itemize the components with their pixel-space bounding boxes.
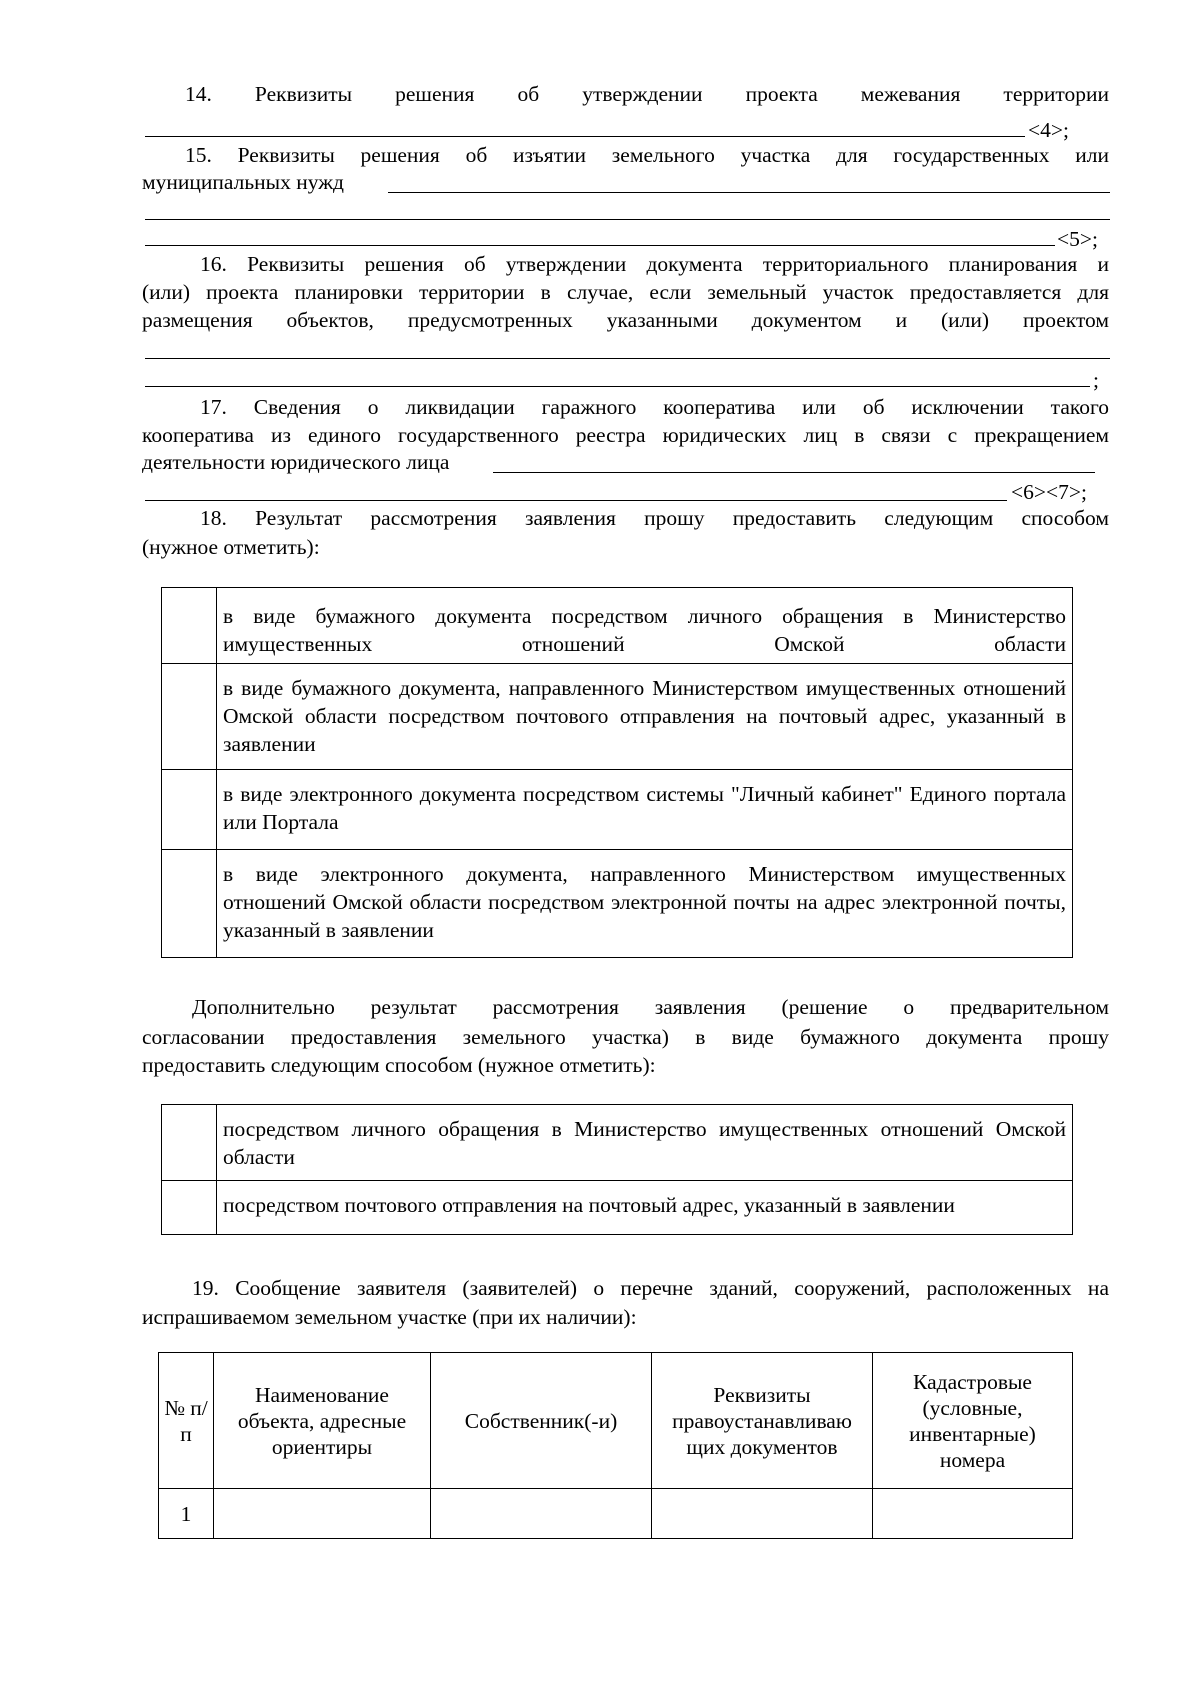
additional-line3: предоставить следующим способом (нужное отметить): (142, 1053, 656, 1077)
item-15-fill-line-3 (145, 245, 1055, 246)
item-15-fill-line-1 (388, 192, 1110, 193)
delivery-option-row (162, 588, 1073, 664)
item-19-line2: испрашиваемом земельном участке (при их наличии): (142, 1305, 637, 1329)
delivery-option-row (162, 664, 1073, 770)
table-cell[interactable] (652, 1489, 873, 1539)
header-cadastral-numbers: Кадастровые (условные, инвентарные) номера (873, 1353, 1073, 1489)
item-14-fill-line (145, 136, 1025, 137)
paper-option-1-label: посредством личного обращения в Министерство имущественных отношений Омской области (217, 1105, 1073, 1181)
item-18-line2: (нужное отметить): (142, 535, 320, 559)
delivery-option-2-checkbox[interactable] (162, 664, 217, 770)
item-17-fill-line-2 (145, 500, 1007, 501)
additional-line1: Дополнительно результат рассмотрения заявления (решение о предварительном (192, 995, 1109, 1019)
item-16-fill-line-1 (145, 358, 1110, 359)
item-17-line2: кооператива из единого государственного реестра юридических лиц в связи с прекращением (142, 423, 1109, 447)
item-16-line1: 16. Реквизиты решения об утверждении документа территориального планирования и (200, 252, 1109, 276)
delivery-option-1-label: в виде бумажного документа посредством личного обращения в Министерство имущественных отношений Омской области (217, 588, 1073, 664)
item-15-fill-line-2 (145, 219, 1110, 220)
item-15-line1: 15. Реквизиты решения об изъятии земельного участка для государственных или (185, 143, 1109, 167)
table-cell[interactable] (873, 1489, 1073, 1539)
item-17-suffix: <6><7>; (1011, 480, 1087, 504)
header-title-documents: Реквизиты правоустанавливаю щих документов (652, 1353, 873, 1489)
paper-option-row (162, 1181, 1073, 1235)
item-16-fill-line-2 (145, 386, 1090, 387)
delivery-option-4-label: в виде электронного документа, направленного Министерством имущественных отношений Омской области посредством электронной почты на адрес электронной почты, указанный в заявлении (217, 850, 1073, 958)
delivery-options-table (161, 587, 1073, 958)
delivery-option-3-label: в виде электронного документа посредством системы "Личный кабинет" Единого портала или Портала (217, 770, 1073, 850)
item-17-line1: 17. Сведения о ликвидации гаражного кооператива или об исключении такого (200, 395, 1109, 419)
objects-table (158, 1352, 1073, 1539)
delivery-option-2-label: в виде бумажного документа, направленного Министерством имущественных отношений Омской области посредством почтового отправления на почтовый адрес, указанный в заявлении (217, 664, 1073, 770)
paper-option-row (162, 1105, 1073, 1181)
table-cell[interactable] (214, 1489, 431, 1539)
header-number: № п/п (159, 1353, 214, 1489)
item-17-line3: деятельности юридического лица (142, 450, 450, 474)
delivery-option-1-checkbox[interactable] (162, 588, 217, 664)
paper-options-table (161, 1104, 1073, 1235)
item-14-text: 14. Реквизиты решения об утверждении проекта межевания территории (185, 82, 1109, 106)
header-object-name: Наименование объекта, адресные ориентиры (214, 1353, 431, 1489)
table-row (159, 1489, 1073, 1539)
delivery-option-row (162, 770, 1073, 850)
objects-table-header (159, 1353, 1073, 1489)
table-cell[interactable]: 1 (159, 1489, 214, 1539)
header-owner: Собственник(-и) (431, 1353, 652, 1489)
delivery-option-3-checkbox[interactable] (162, 770, 217, 850)
item-14-suffix: <4>; (1028, 118, 1069, 142)
item-16-suffix: ; (1093, 368, 1099, 392)
paper-option-2-checkbox[interactable] (162, 1181, 217, 1235)
item-16-line2: (или) проекта планировки территории в случае, если земельный участок предоставляется для (142, 280, 1109, 304)
item-19-line1: 19. Сообщение заявителя (заявителей) о перечне зданий, сооружений, расположенных на (192, 1276, 1109, 1300)
paper-option-1-checkbox[interactable] (162, 1105, 217, 1181)
additional-line2: согласовании предоставления земельного участка) в виде бумажного документа прошу (142, 1025, 1109, 1049)
paper-option-2-label: посредством почтового отправления на почтовый адрес, указанный в заявлении (217, 1181, 1073, 1235)
delivery-option-row (162, 850, 1073, 958)
item-18-line1: 18. Результат рассмотрения заявления прошу предоставить следующим способом (200, 506, 1109, 530)
delivery-option-4-checkbox[interactable] (162, 850, 217, 958)
item-15-suffix: <5>; (1057, 227, 1098, 251)
table-cell[interactable] (431, 1489, 652, 1539)
item-17-fill-line-1 (493, 472, 1095, 473)
item-16-line3: размещения объектов, предусмотренных указанными документом и (или) проектом (142, 308, 1109, 332)
item-15-line2: муниципальных нужд (142, 170, 344, 194)
